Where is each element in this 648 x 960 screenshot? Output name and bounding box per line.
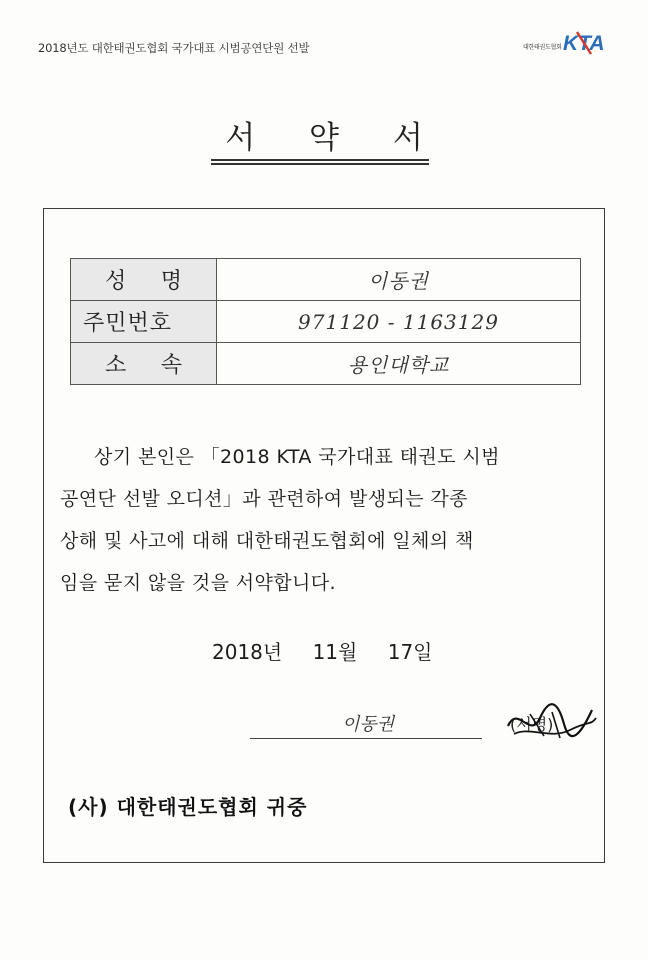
id-number-value: 971120 - 1163129 — [217, 301, 581, 343]
pledge-text — [60, 436, 592, 604]
pledge-date — [212, 636, 457, 665]
date-day: 17일 — [387, 640, 433, 664]
info-table — [70, 258, 581, 385]
kta-logo — [523, 28, 605, 58]
logo-small-text: 대한태권도협회 — [523, 44, 562, 51]
name-label-cell — [71, 259, 217, 301]
title-underline-double — [211, 163, 429, 165]
signature-line — [250, 738, 482, 739]
table-row — [71, 343, 581, 385]
handwritten-signature-icon — [500, 696, 600, 748]
affiliation-label-char: 속 — [160, 353, 182, 378]
name-label-char: 명 — [160, 269, 182, 294]
affiliation-value: 용인대학교 — [217, 343, 581, 385]
seal-label: (서명) — [510, 715, 554, 734]
kta-logo-icon — [561, 28, 605, 58]
logo-mark: KTA — [563, 32, 605, 55]
pledge-line: 공연단 선발 오디션」과 관련하여 발생되는 각종 — [60, 488, 468, 510]
table-row — [71, 259, 581, 301]
id-number-label-cell — [71, 301, 217, 343]
table-row — [71, 301, 581, 343]
affiliation-label-cell — [71, 343, 217, 385]
date-year: 2018년 — [212, 640, 283, 664]
pledge-line: 임을 묻지 않을 것을 서약합니다. — [60, 572, 337, 594]
affiliation-label-char: 소 — [105, 353, 127, 378]
addressee: (사) 대한태권도협회 귀중 — [68, 795, 308, 819]
name-value: 이동권 — [217, 259, 581, 301]
title-underline — [211, 159, 429, 161]
name-label-char: 성 — [105, 269, 127, 294]
signer-name: 이동권 — [338, 710, 398, 736]
document-title: 서 약 서 — [225, 120, 445, 156]
id-number-label: 주민번호 — [83, 311, 173, 336]
pledge-line: 상기 본인은 「2018 KTA 국가대표 태권도 시범 — [94, 446, 500, 468]
date-month: 11월 — [312, 640, 358, 664]
pledge-line: 상해 및 사고에 대해 대한태권도협회에 일체의 책 — [60, 530, 474, 552]
header-title: 2018년도 대한태권도협회 국가대표 시범공연단원 선발 — [38, 41, 310, 55]
